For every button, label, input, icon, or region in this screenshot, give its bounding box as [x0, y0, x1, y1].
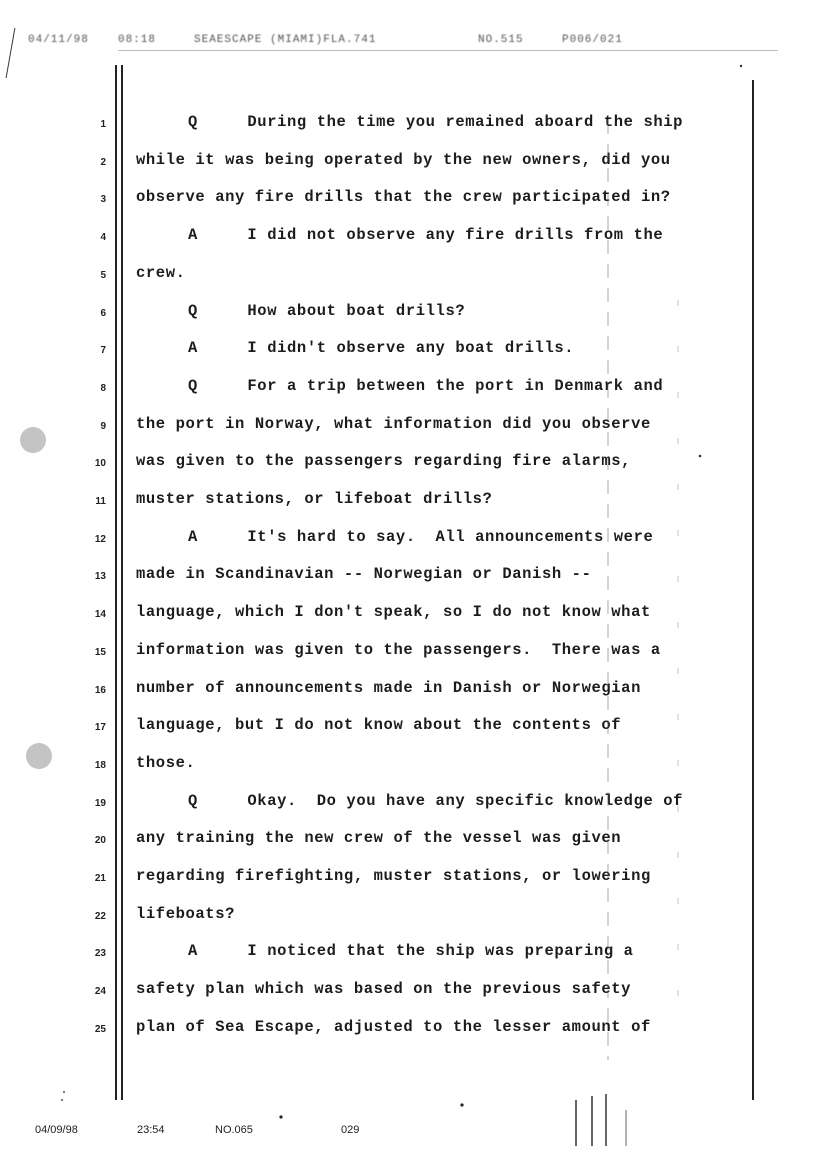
- fax-header: [0, 30, 828, 50]
- line-number: 16: [94, 684, 106, 696]
- fax-header-page-count: P006/021: [562, 34, 623, 46]
- left-margin-rule-inner: [121, 65, 123, 1100]
- transcript-line: Q How about boat drills?: [188, 301, 466, 320]
- fax-footer: [0, 1124, 828, 1144]
- line-number: 9: [100, 420, 106, 432]
- transcript-line: lifeboats?: [136, 904, 236, 923]
- transcript-line: Q For a trip between the port in Denmark and: [188, 376, 664, 395]
- transcript-line: language, but I do not know about the contents of: [136, 716, 622, 735]
- transcript-line: number of announcements made in Danish or Norwegian: [136, 678, 641, 697]
- transcript-line: Q Okay. Do you have any specific knowledge of: [188, 791, 684, 810]
- punch-hole-bottom: [26, 743, 52, 769]
- fax-header-date: 04/11/98: [28, 34, 89, 46]
- line-number: 25: [94, 1023, 106, 1035]
- footer-number: NO.065: [215, 1124, 253, 1136]
- line-number: 5: [100, 269, 106, 281]
- line-number: 22: [94, 910, 106, 922]
- fax-header-sender: SEAESCAPE (MIAMI)FLA.741: [194, 34, 377, 46]
- transcript-line: language, which I don't speak, so I do not know what: [136, 603, 651, 622]
- transcript-line: information was given to the passengers. There was a: [136, 640, 661, 659]
- line-number: 2: [100, 156, 106, 168]
- transcript-line: muster stations, or lifeboat drills?: [136, 490, 493, 508]
- line-number: 7: [100, 345, 106, 357]
- punch-hole-top: [20, 427, 46, 453]
- line-number: 4: [100, 232, 106, 244]
- fax-header-rule: [118, 50, 778, 51]
- transcript-line: A It's hard to say. All announcements were: [188, 527, 654, 546]
- line-number: 1: [100, 119, 106, 130]
- transcript-line: regarding firefighting, muster stations, or lowering: [136, 867, 651, 885]
- left-margin-rule-outer: [115, 65, 117, 1100]
- line-number: 8: [100, 382, 106, 394]
- transcript-line: plan of Sea Escape, adjusted to the lesser amount of: [136, 1017, 651, 1036]
- transcript-line: Q During the time you remained aboard the ship: [188, 113, 684, 131]
- line-number: 24: [94, 986, 106, 998]
- line-number: 18: [94, 759, 106, 771]
- transcript-line: A I did not observe any fire drills from the: [188, 226, 664, 245]
- footer-page: 029: [341, 1124, 360, 1136]
- fax-header-number: NO.515: [478, 34, 524, 46]
- line-number: 11: [95, 496, 106, 507]
- line-number: 15: [94, 646, 106, 658]
- transcript-line: A I noticed that the ship was preparing a: [188, 942, 634, 961]
- transcript-line: while it was being operated by the new owners, did you: [136, 150, 671, 169]
- transcript-line: crew.: [136, 263, 186, 282]
- line-number: 6: [100, 307, 106, 319]
- transcript-line: made in Scandinavian -- Norwegian or Danish --: [136, 565, 592, 584]
- right-margin-rule: [752, 80, 754, 1100]
- line-number: 17: [94, 722, 106, 734]
- transcript-line: those.: [136, 753, 196, 772]
- transcript-line: observe any fire drills that the crew participated in?: [136, 188, 671, 207]
- transcript-line: A I didn't observe any boat drills.: [188, 339, 575, 358]
- line-number: 21: [94, 873, 106, 884]
- transcript-line: was given to the passengers regarding fire alarms,: [136, 452, 632, 471]
- line-number: 3: [100, 194, 106, 206]
- line-number: 20: [94, 835, 106, 847]
- line-number: 12: [94, 533, 106, 545]
- line-number: 13: [94, 571, 106, 583]
- line-number: 23: [94, 948, 106, 960]
- line-number: 10: [94, 458, 106, 470]
- transcript-line: safety plan which was based on the previous safety: [136, 980, 632, 999]
- transcript-line: any training the new crew of the vessel was given: [136, 829, 622, 848]
- line-number: 14: [94, 609, 106, 621]
- transcript-line: the port in Norway, what information did you observe: [136, 414, 651, 433]
- line-number: 19: [94, 797, 106, 809]
- fax-header-time: 08:18: [118, 34, 157, 46]
- footer-date: 04/09/98: [35, 1124, 78, 1136]
- footer-time: 23:54: [137, 1124, 165, 1136]
